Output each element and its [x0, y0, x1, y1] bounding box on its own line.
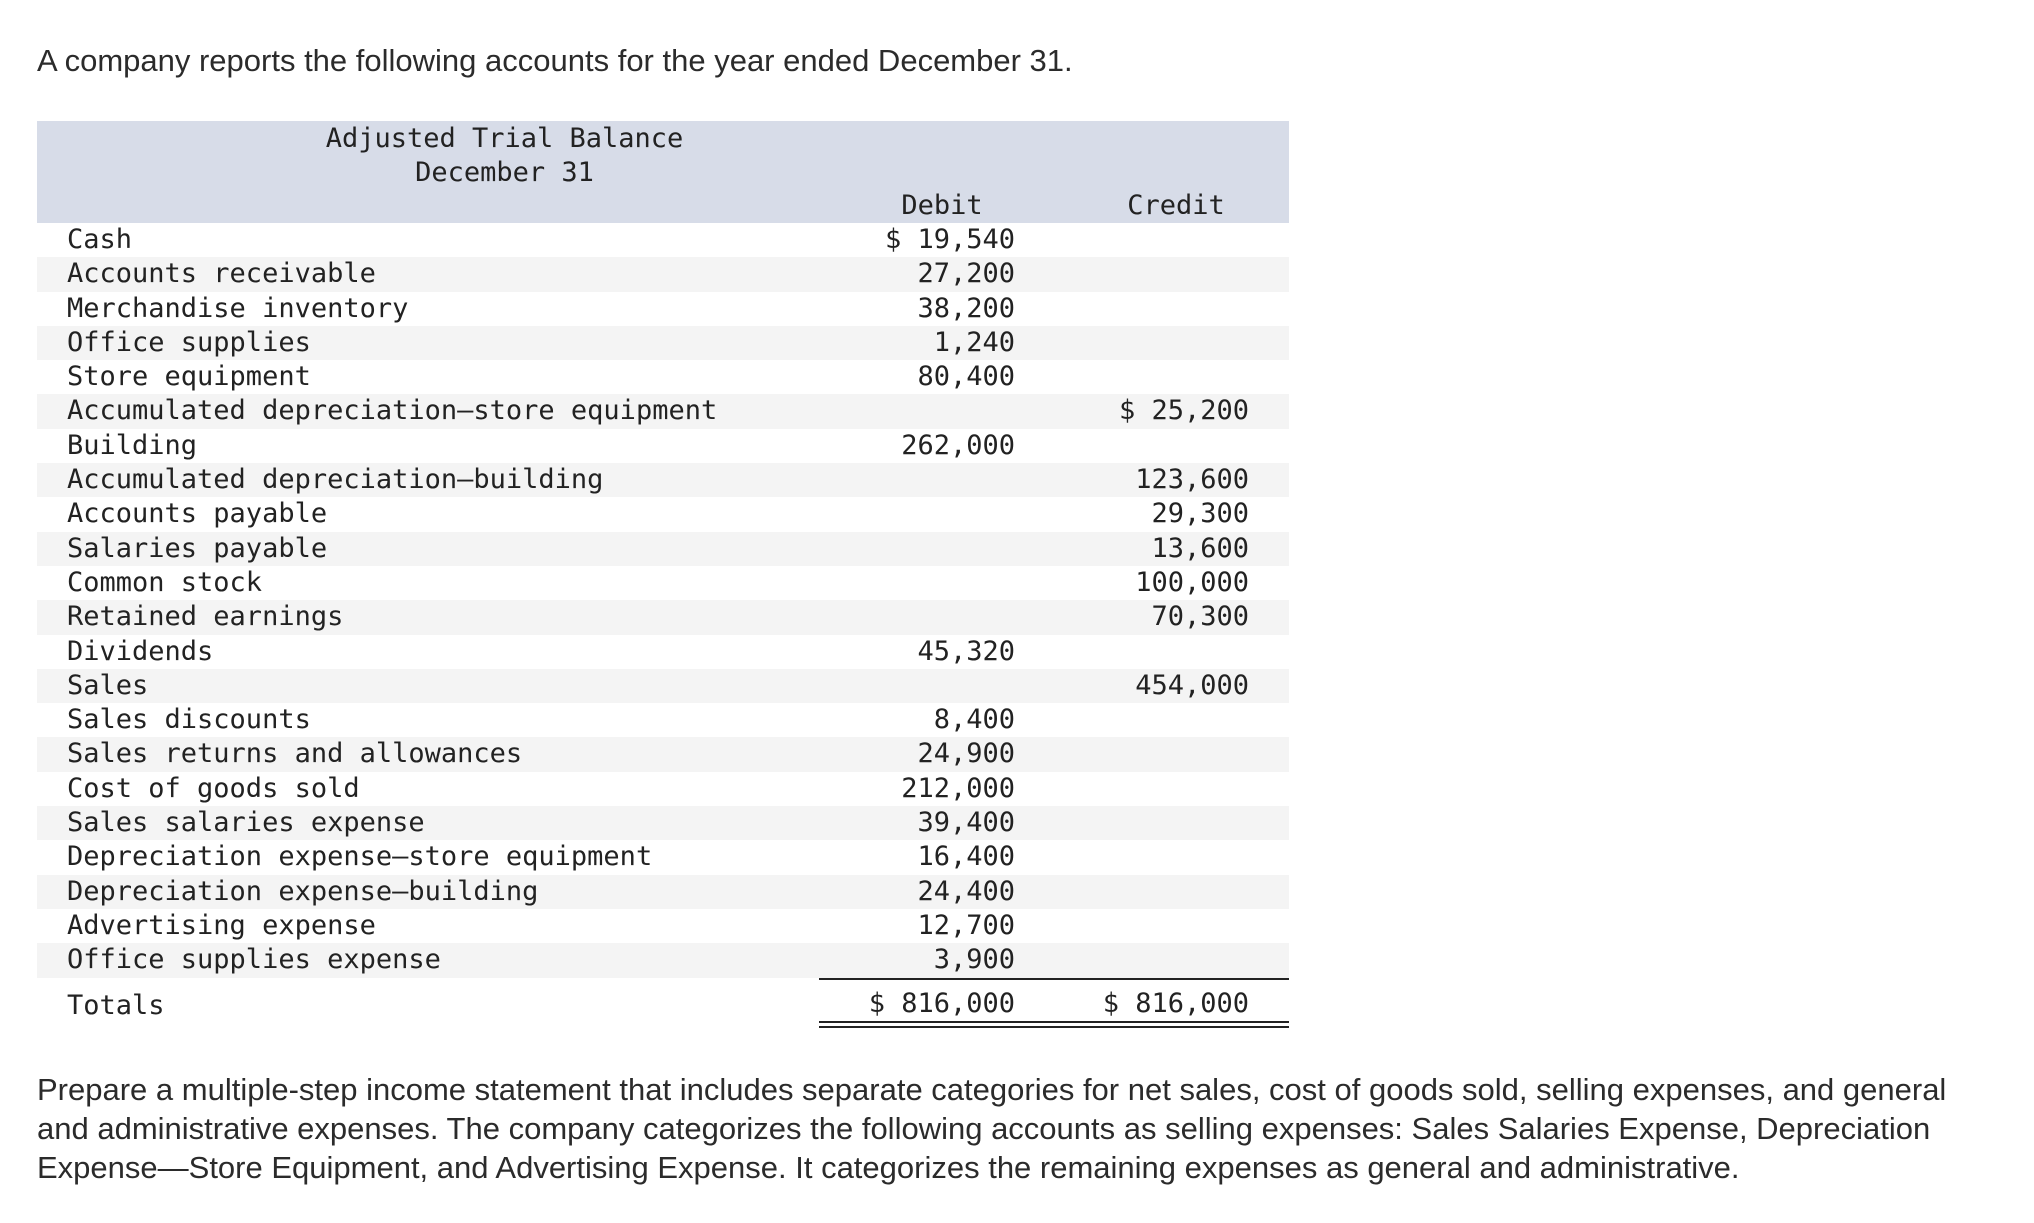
table-row	[37, 840, 1289, 874]
debit-amount: 16,400	[917, 841, 1015, 873]
table-row	[37, 909, 1289, 943]
table-row	[37, 703, 1289, 737]
account-name: Sales	[67, 669, 149, 701]
account-name: Accumulated depreciation—building	[67, 464, 604, 496]
account-name: Sales discounts	[67, 704, 311, 736]
table-title	[37, 122, 972, 190]
table-header	[37, 121, 1289, 223]
account-name: Salaries payable	[67, 532, 328, 564]
debit-amount: 1,240	[933, 326, 1015, 358]
credit-amount: 13,600	[1151, 532, 1249, 564]
totals-double-rule	[819, 1021, 1289, 1028]
table-row	[37, 669, 1289, 703]
credit-amount: 70,300	[1151, 601, 1249, 633]
table-row	[37, 600, 1289, 634]
totals-label: Totals	[67, 989, 165, 1021]
instructions-text: Prepare a multiple-step income statement that includes separate categories for net sales, cost of goods sold, selling expenses, and general and administrative expenses. The company categorizes the following accounts as selling expenses: Sales Salaries Expense, Depreciation Expense—Store Equipment, and Advertising Expense. It categorizes the remaining expenses as general and administrative.	[37, 1072, 1947, 1185]
credit-amount: $ 25,200	[1118, 395, 1249, 427]
account-name: Office supplies	[67, 326, 311, 358]
table-row	[37, 943, 1289, 977]
debit-amount: 3,900	[933, 944, 1015, 976]
debit-amount: 24,900	[917, 738, 1015, 770]
credit-amount: 123,600	[1135, 464, 1249, 496]
account-name: Accounts receivable	[67, 258, 376, 290]
table-row	[37, 737, 1289, 771]
account-name: Cash	[67, 224, 133, 255]
table-title-line1: Adjusted Trial Balance	[325, 123, 684, 154]
account-name: Depreciation expense—building	[67, 875, 539, 907]
credit-amount: 454,000	[1135, 669, 1249, 701]
account-name: Accounts payable	[67, 498, 328, 530]
account-name: Sales salaries expense	[67, 807, 425, 839]
debit-amount: 39,400	[917, 807, 1015, 839]
table-row	[37, 875, 1289, 909]
account-name: Store equipment	[67, 361, 311, 393]
account-name: Building	[67, 429, 198, 461]
debit-amount: 262,000	[901, 429, 1015, 461]
account-name: Cost of goods sold	[67, 772, 360, 804]
table-body	[37, 223, 1289, 978]
account-name: Dividends	[67, 635, 214, 667]
debit-amount: $ 19,540	[884, 224, 1015, 255]
table-row	[37, 429, 1289, 463]
debit-amount: 45,320	[917, 635, 1015, 667]
table-row	[37, 772, 1289, 806]
adjusted-trial-balance-table	[37, 121, 1289, 1028]
credit-amount: 100,000	[1135, 566, 1249, 598]
debit-amount: 27,200	[917, 258, 1015, 290]
account-name: Office supplies expense	[67, 944, 441, 976]
table-row	[37, 394, 1289, 428]
account-name: Advertising expense	[67, 909, 376, 941]
account-name: Depreciation expense—store equipment	[67, 841, 653, 873]
table-row	[37, 806, 1289, 840]
table-row	[37, 257, 1289, 291]
debit-amount: 24,400	[917, 875, 1015, 907]
account-name: Common stock	[67, 566, 263, 598]
intro-text: A company reports the following accounts for the year ended December 31.	[37, 43, 1073, 78]
table-row	[37, 326, 1289, 360]
table-row	[37, 223, 1289, 257]
totals-credit: $ 816,000	[1102, 987, 1249, 1019]
account-name: Accumulated depreciation—store equipment	[67, 395, 718, 427]
account-name: Retained earnings	[67, 601, 344, 633]
table-row	[37, 635, 1289, 669]
debit-amount: 8,400	[933, 704, 1015, 736]
account-name: Sales returns and allowances	[67, 738, 523, 770]
table-row	[37, 566, 1289, 600]
table-title-line2: December 31	[415, 157, 594, 188]
table-row	[37, 360, 1289, 394]
credit-amount: 29,300	[1151, 498, 1249, 530]
credit-column-header: Credit	[1127, 190, 1225, 221]
table-row	[37, 497, 1289, 531]
totals-debit: $ 816,000	[868, 987, 1015, 1019]
table-row	[37, 463, 1289, 497]
debit-amount: 212,000	[901, 772, 1015, 804]
table-row	[37, 532, 1289, 566]
table-row	[37, 292, 1289, 326]
debit-column-header: Debit	[901, 190, 983, 221]
debit-amount: 12,700	[917, 909, 1015, 941]
debit-amount: 80,400	[917, 361, 1015, 393]
totals-row	[37, 978, 1289, 1028]
account-name: Merchandise inventory	[67, 292, 409, 324]
debit-amount: 38,200	[917, 292, 1015, 324]
